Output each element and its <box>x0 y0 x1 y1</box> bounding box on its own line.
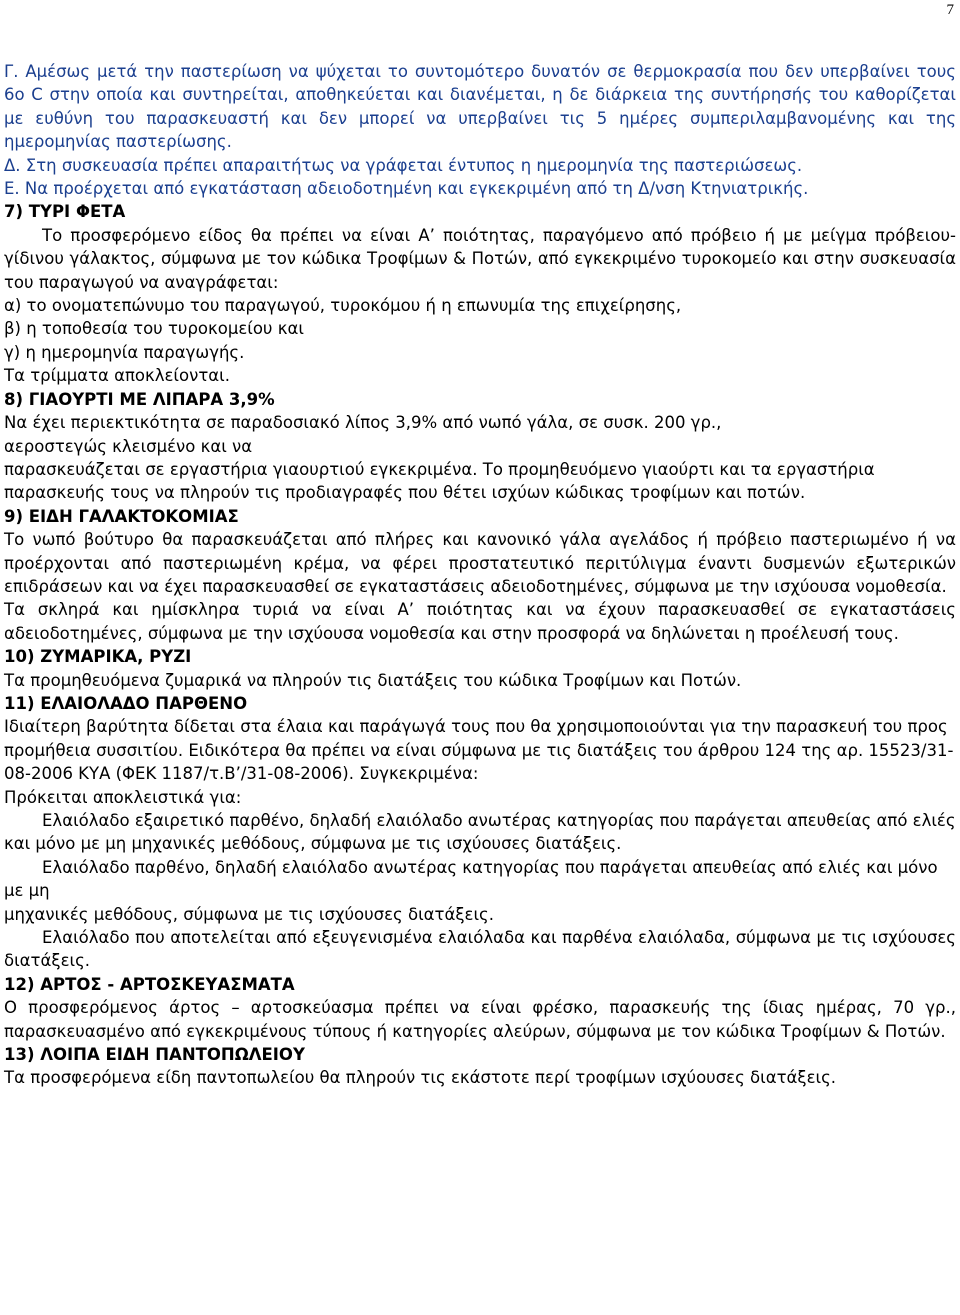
feta-item-a: α) το ονοματεπώνυμο του παραγωγού, τυροκόμου ή η επωνυμία της επιχείρησης, <box>4 296 682 316</box>
section-heading-grocery: 13) ΛΟΙΠΑ ΕΙΔΗ ΠΑΝΤΟΠΩΛΕΙΟΥ <box>4 1045 305 1065</box>
section-heading-yogurt: 8) ΓΙΑΟΥΡΤΙ ΜΕ ΛΙΠΑΡΑ 3,9% <box>4 389 275 409</box>
bread-body: Ο προσφερόμενος άρτος – αρτοσκεύασμα πρέπει να είναι φρέσκο, παρασκευής της ίδιας ημέρας, 70 γρ., παρασκευασμένο από εγκεκριμένους τύπους ή κατηγορίες αλεύρων, σύμφωνα με τον κώδικα Τροφίμων & Ποτών. <box>4 998 956 1041</box>
feta-note: Τα τρίμματα αποκλείονται. <box>4 366 230 386</box>
section-heading-dairy: 9) ΕΙΔΗ ΓΑΛΑΚΤΟΚΟΜΙΑΣ <box>4 506 239 526</box>
yogurt-line-2: αεροστεγώς κλεισμένο και να <box>4 436 253 456</box>
yogurt-line-1: Να έχει περιεκτικότητα σε παραδοσιακό λίπος 3,9% από νωπό γάλα, σε συσκ. 200 γρ., <box>4 413 722 433</box>
oil-line-1: Ιδιαίτερη βαρύτητα δίδεται στα έλαια και παράγωγά τους που θα χρησιμοποιούνται για την παρασκευή του προς <box>4 717 948 737</box>
dairy-paragraph-1: Το νωπό βούτυρο θα παρασκευάζεται από πλήρες και κανονικό γάλα αγελάδος ή πρόβειο παστεριωμένο ή να προέρχονται από παστεριωμένη κρέμα, να φέρει προστατευτικό περιτύλιγμα έναντι δυσμενών εξωτερικών επιδράσεων και να έχει παρασκευασθεί σε εγκαταστάσεις αδειοδοτημένες, σύμφωνα με την ισχύουσα νομοθεσία. <box>4 530 956 596</box>
grocery-body: Τα προσφερόμενα είδη παντοπωλείου θα πληρούν τις εκάστοτε περί τροφίμων ισχύουσες διατάξεις. <box>4 1068 837 1088</box>
feta-item-b: β) η τοποθεσία του τυροκομείου και <box>4 319 304 339</box>
feta-item-c: γ) η ημερομηνία παραγωγής. <box>4 342 245 362</box>
oil-item-1: Ελαιόλαδο εξαιρετικό παρθένο, δηλαδή ελαιόλαδο ανωτέρας κατηγορίας που παράγεται απευθείας από ελιές και μόνο με μη μηχανικές μεθόδους, σύμφωνα με τις ισχύουσες διατάξεις. <box>4 811 956 854</box>
paragraph-e: Ε. Να προέρχεται από εγκατάσταση αδειοδοτημένη και εγκεκριμένη από τη Δ/νση Κτηνιατρικής. <box>4 179 809 199</box>
oil-item-3: Ελαιόλαδο που αποτελείται από εξευγενισμένα ελαιόλαδα και παρθένα ελαιόλαδα, σύμφωνα με τις ισχύουσες διατάξεις. <box>4 928 956 971</box>
section-heading-oil: 11) ΕΛΑΙΟΛΑΔΟ ΠΑΡΘΕΝΟ <box>4 693 248 713</box>
oil-item-2a: Ελαιόλαδο παρθένο, δηλαδή ελαιόλαδο ανωτέρας κατηγορίας που παράγεται απευθείας από ελιές και μόνο με μη <box>4 857 938 901</box>
section-heading-pasta: 10) ΖΥΜΑΡΙΚΑ, ΡΥΖΙ <box>4 647 192 667</box>
section-heading-feta: 7) ΤΥΡΙ ΦΕΤΑ <box>4 202 126 222</box>
document-body <box>4 60 956 1090</box>
feta-body: Το προσφερόμενο είδος θα πρέπει να είναι Α’ ποιότητας, παραγόμενο από πρόβειο ή με μείγμα πρόβειου-γίδινου γάλακτος, σύμφωνα με τον κώδικα Τροφίμων & Ποτών, από εγκεκριμένο τυροκομείο και στην συσκευασία του παραγωγού να αναγράφεται: <box>4 225 956 292</box>
pasta-body: Τα προμηθευόμενα ζυμαρικά να πληρούν τις διατάξεις του κώδικα Τροφίμων και Ποτών. <box>4 670 742 690</box>
oil-line-2: προμήθεια συσσιτίου. Ειδικότερα θα πρέπει να είναι σύμφωνα με τις διατάξεις του άρθρου 124 της αρ. 15523/31-08-2006 ΚΥΑ (ΦΕΚ 1187/τ.Β’/31-08-2006). Συγκεκριμένα: <box>4 740 954 784</box>
page-number: 7 <box>946 2 954 18</box>
paragraph-d: Δ. Στη συσκευασία πρέπει απαραιτήτως να γράφεται έντυπος η ημερομηνία της παστεριώσεως. <box>4 155 803 175</box>
section-heading-bread: 12) ΑΡΤΟΣ - ΑΡΤΟΣΚΕΥΑΣΜΑΤΑ <box>4 974 295 994</box>
dairy-paragraph-2: Τα σκληρά και ημίσκληρα τυριά να είναι Α’ ποιότητας και να έχουν παρασκευασθεί σε εγκαταστάσεις αδειοδοτημένες, σύμφωνα με την ισχύουσα νομοθεσία και στην προσφορά να δηλώνεται η προέλευσή τους. <box>4 600 956 643</box>
oil-item-2b: μηχανικές μεθόδους, σύμφωνα με τις ισχύουσες διατάξεις. <box>4 904 494 924</box>
yogurt-line-3: παρασκευάζεται σε εργαστήρια γιαουρτιού εγκεκριμένα. Το προμηθευόμενο γιαούρτι και τα εργαστήρια παρασκευής τους να πληρούν τις προδιαγραφές που θέτει ισχύων κώδικας τροφίμων και ποτών. <box>4 459 875 503</box>
oil-line-3: Πρόκειται αποκλειστικά για: <box>4 787 242 807</box>
paragraph-g: Γ. Αμέσως μετά την παστερίωση να ψύχεται το συντομότερο δυνατόν σε θερμοκρασία που δεν υπερβαίνει τους 6ο C στην οποία και συντηρείται, αποθηκεύεται και διανέμεται, η δε διάρκεια της συντήρησής του καθορίζεται με ευθύνη του παρασκευαστή και δεν μπορεί να υπερβαίνει τις 5 ημέρες συμπεριλαμβανομένης και της ημερομηνίας παστερίωσης. <box>4 62 956 152</box>
